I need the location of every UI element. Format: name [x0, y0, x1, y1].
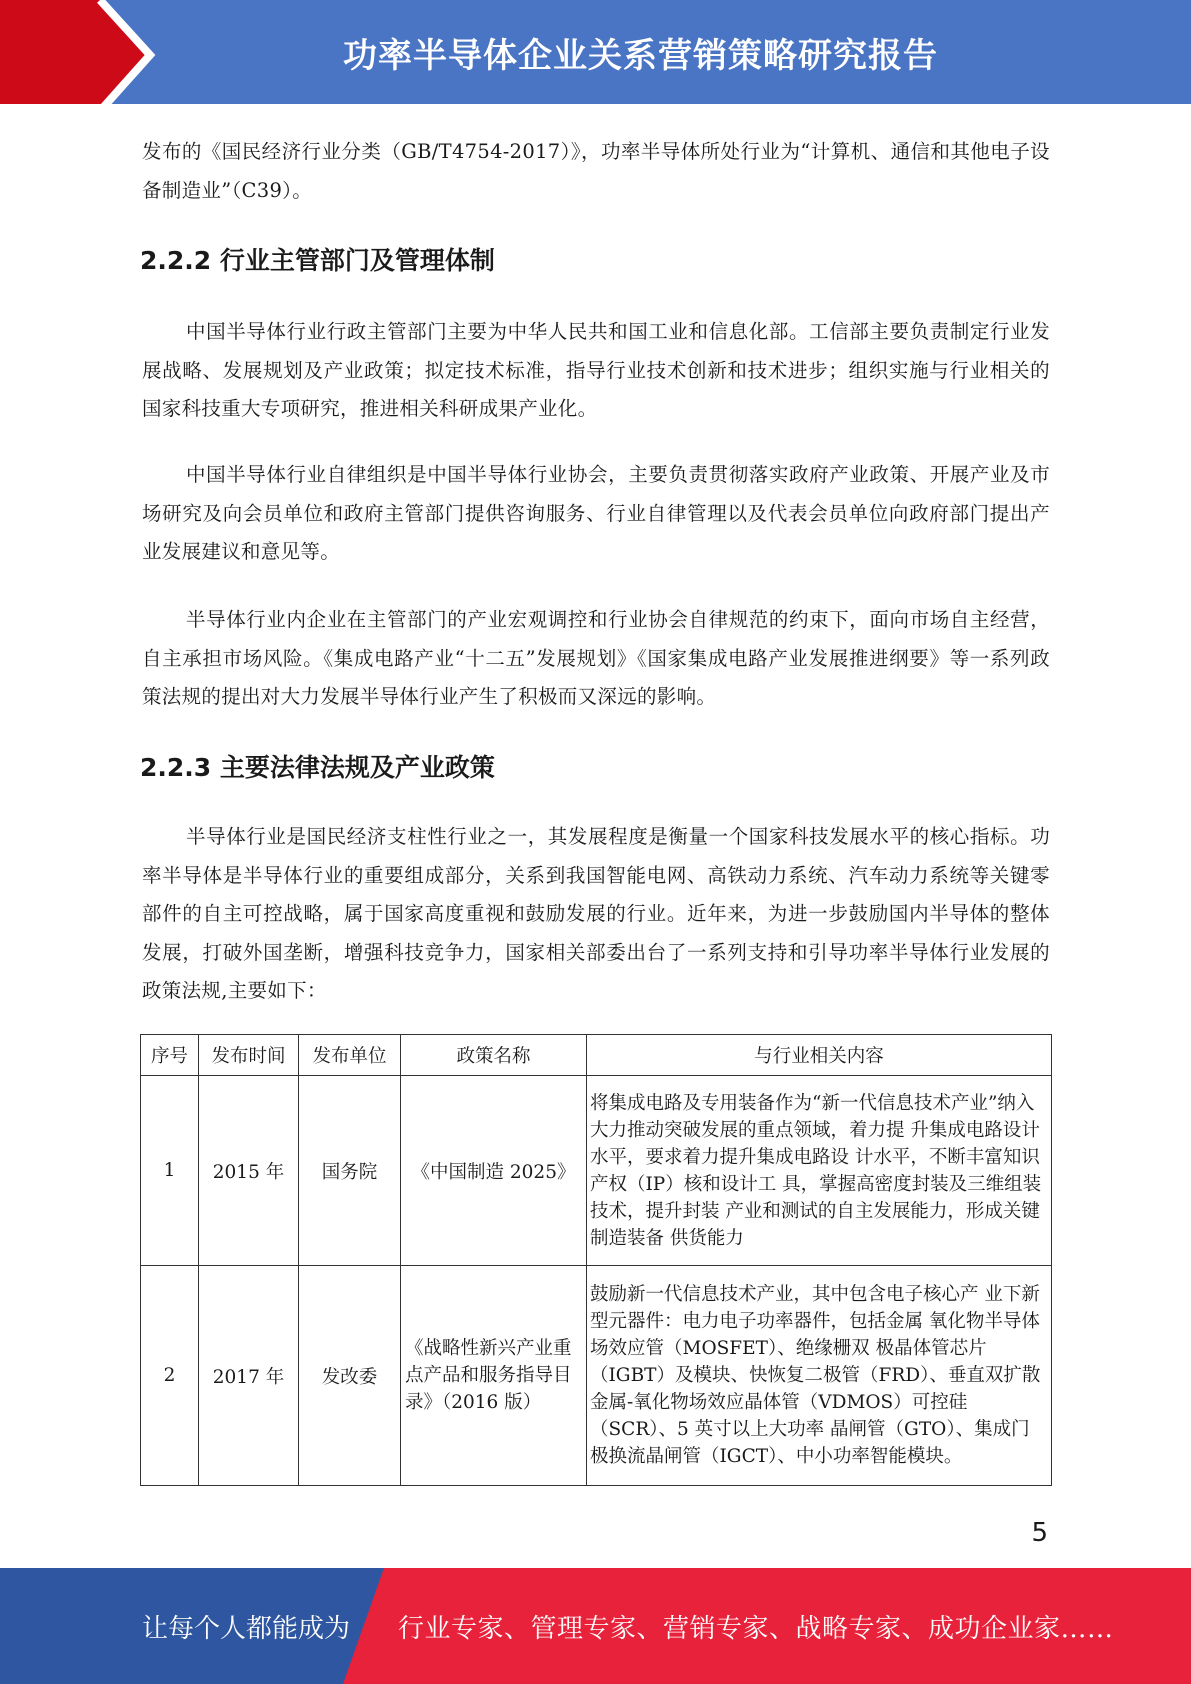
section-heading-222: 2.2.2 行业主管部门及管理体制	[140, 246, 495, 275]
cell-issuer: 国务院	[299, 1076, 401, 1266]
cell-date: 2017 年	[199, 1266, 299, 1486]
cell-date: 2015 年	[199, 1076, 299, 1266]
report-title: 功率半导体企业关系营销策略研究报告	[343, 35, 938, 76]
cell-policy-name: 《中国制造 2025》	[401, 1076, 587, 1266]
paragraph: 中国半导体行业行政主管部门主要为中华人民共和国工业和信息化部。工信部主要负责制定行业发展战略、发展规划及产业政策；拟定技术标准，指导行业技术创新和技术进步；组织实施与行业相关的国家科技重大专项研究，推进相关科研成果产业化。	[142, 320, 1050, 420]
page-header	[0, 0, 1191, 111]
column-header-content: 与行业相关内容	[587, 1035, 1052, 1076]
table-header-row	[141, 1035, 1052, 1076]
table-row	[141, 1076, 1052, 1266]
column-header-date: 发布时间	[199, 1035, 299, 1076]
intro-paragraph: 发布的《国民经济行业分类（GB/T4754-2017）》，功率半导体所处行业为“计算机、通信和其他电子设备制造业”（C39）。	[142, 140, 1050, 202]
column-header-policy-name: 政策名称	[401, 1035, 587, 1076]
page-number: 5	[1031, 1518, 1048, 1548]
column-header-issuer: 发布单位	[299, 1035, 401, 1076]
cell-policy-name: 《战略性新兴产业重点产品和服务指导目录》（2016 版）	[401, 1266, 587, 1486]
footer-slogan-left: 让每个人都能成为	[142, 1613, 351, 1644]
section-heading-223: 2.2.3 主要法律法规及产业政策	[140, 753, 495, 782]
footer-slogan-right: 行业专家、管理专家、营销专家、战略专家、成功企业家……	[398, 1613, 1114, 1644]
paragraph: 半导体行业内企业在主管部门的产业宏观调控和行业协会自律规范的约束下，面向市场自主经营，自主承担市场风险。《集成电路产业“十二五”发展规划》《国家集成电路产业发展推进纲要》等一系列政策法规的提出对大力发展半导体行业产生了积极而又深远的影响。	[142, 608, 1050, 708]
page-footer	[0, 1568, 1191, 1684]
cell-content: 鼓励新一代信息技术产业，其中包含电子核心产 业下新型元器件：电力电子功率器件，包括金属 氧化物半导体场效应管（MOSFET）、绝缘栅双 极晶体管芯片（IGBT）及模块、快恢复二极管（FRD）、垂直双扩散金属-氧化物场效应晶体管（VDMOS）可控硅（SCR）、5 英寸以上大功率 晶闸管（GTO）、集成门极换流晶闸管（IGCT）、中小功率智能模块。	[587, 1266, 1052, 1486]
policy-table	[140, 1034, 1052, 1486]
column-header-no: 序号	[141, 1035, 199, 1076]
cell-issuer: 发改委	[299, 1266, 401, 1486]
cell-content: 将集成电路及专用装备作为“新一代信息技术产业”纳入大力推动突破发展的重点领域，着力提 升集成电路设计水平，要求着力提升集成电路设 计水平，不断丰富知识产权（IP）核和设计工 具，掌握高密度封装及三维组装技术，提升封装 产业和测试的自主发展能力，形成关键制造装备 供货能力	[587, 1076, 1052, 1266]
paragraph: 中国半导体行业自律组织是中国半导体行业协会，主要负责贯彻落实政府产业政策、开展产业及市场研究及向会员单位和政府主管部门提供咨询服务、行业自律管理以及代表会员单位向政府部门提出产业发展建议和意见等。	[142, 463, 1050, 563]
paragraph: 半导体行业是国民经济支柱性行业之一，其发展程度是衡量一个国家科技发展水平的核心指标。功率半导体是半导体行业的重要组成部分，关系到我国智能电网、高铁动力系统、汽车动力系统等关键零部件的自主可控战略，属于国家高度重视和鼓励发展的行业。近年来，为进一步鼓励国内半导体的整体发展，打破外国垄断，增强科技竞争力，国家相关部委出台了一系列支持和引导功率半导体行业发展的政策法规,主要如下：	[142, 825, 1050, 1002]
cell-no: 2	[141, 1266, 199, 1486]
table-row	[141, 1266, 1052, 1486]
cell-no: 1	[141, 1076, 199, 1266]
